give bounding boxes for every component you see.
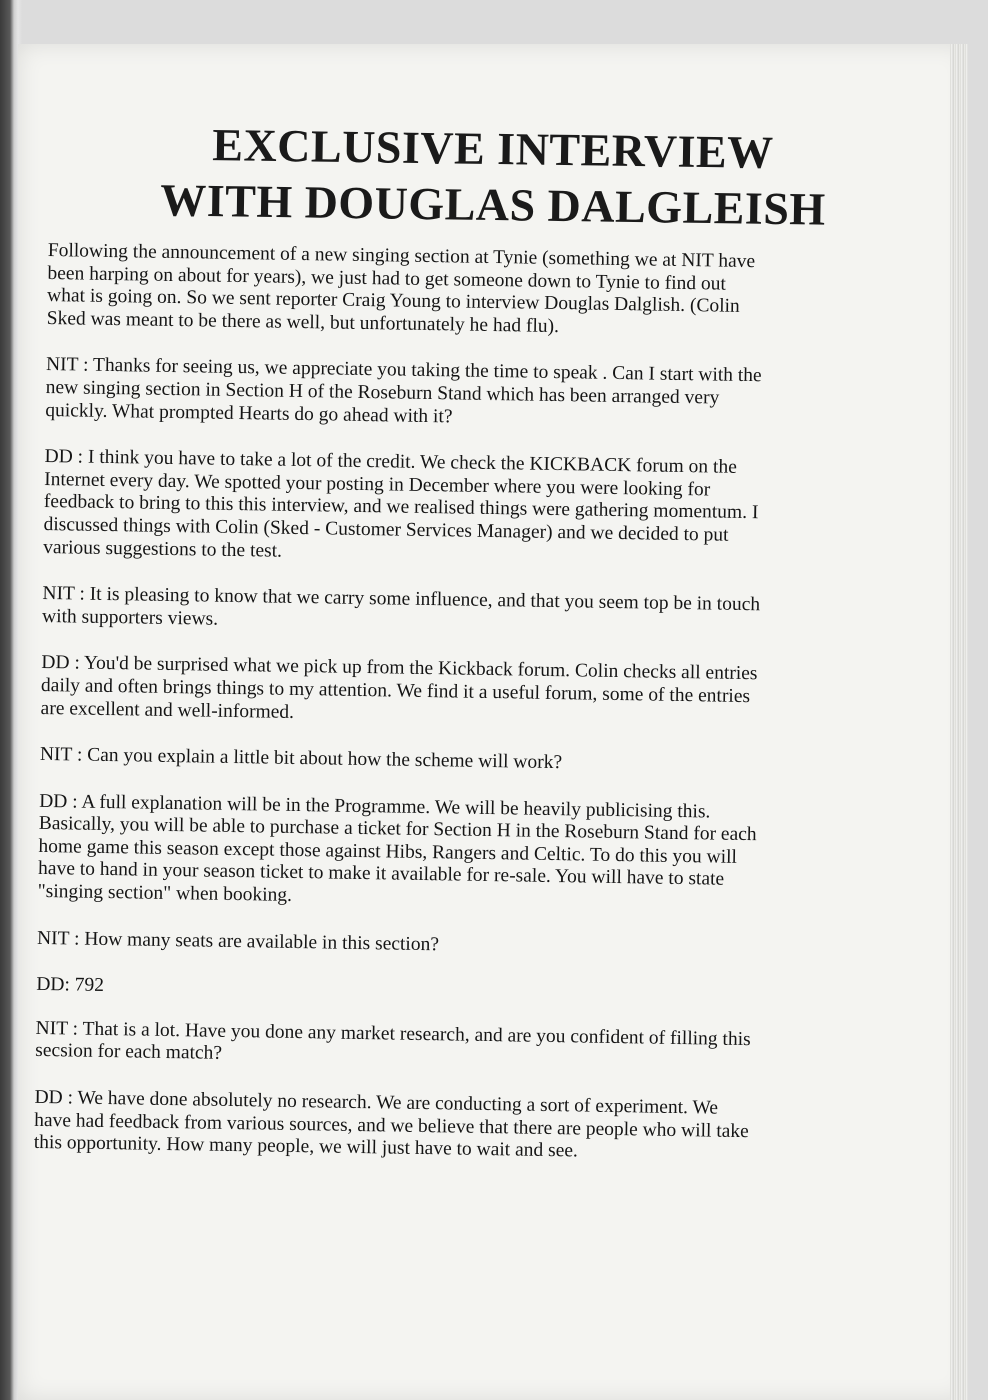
question-paragraph: NIT : How many seats are available in this section? — [36, 927, 440, 955]
question-paragraph: NIT : Can you explain a little bit about how the scheme will work? — [39, 744, 563, 774]
article-title-line-1: EXCLUSIVE INTERVIEW — [212, 119, 774, 178]
article-title-line-2: WITH DOUGLAS DALGLEISH — [159, 174, 827, 235]
question-paragraph: NIT : Thanks for seeing us, we appreciate you taking the time to speak . Can I start with the new singing section in Section H of the Roseburn Stand which has been arranged very quickly. What prompted Hearts do go ahead with it? — [45, 354, 762, 427]
question-paragraph: NIT : That is a lot. Have you done any market research, and are you confident of filling this secsion for each match? — [35, 1017, 751, 1065]
answer-paragraph: DD : We have done absolutely no research. We are conducting a sort of experiment. We have had feedback from various sources, and we believe that there are people who will take this opportunity. How many people, we will just have to wait and see. — [33, 1086, 749, 1162]
intro-paragraph: Following the announcement of a new singing section at Tynie (something we at NIT have been harping on about for years), we just had to get someone down to Tynie to find out what is going on. So we sent reporter Craig Young to interview Douglas Dalglish. (Colin Sked was meant to be there as well, but unfortunately he had flu). — [46, 240, 756, 337]
answer-paragraph: DD: 792 — [36, 974, 105, 997]
article-body — [33, 240, 906, 1192]
magazine-page — [18, 44, 968, 1400]
answer-paragraph: DD : I think you have to take a lot of the credit. We check the KICKBACK forum on the Internet every day. We spotted your posting in December where you were looking for feedback to bring to this this interview, and we realised things were gathering momentum. I discussed things with Colin (Sked - Customer Services Manager) and we decided to put various suggestions to the test. — [43, 446, 759, 562]
page-edge-stack — [950, 44, 968, 1400]
answer-paragraph: DD : A full explanation will be in the Programme. We will be heavily publicising this. Basically, you will be able to purchase a ticket for Section H in the Roseburn Stand for each home game this season except those against Hibs, Rangers and Celtic. To do this you will have to hand in your season ticket to make it available for re-sale. You will have to state "singing section" when booking. — [37, 790, 757, 906]
question-paragraph: NIT : It is pleasing to know that we carry some influence, and that you seem top be in touch with supporters views. — [41, 583, 761, 630]
answer-paragraph: DD : You'd be surprised what we pick up from the Kickback forum. Colin checks all entries daily and often brings things to my attention. We find it a useful forum, some of the entries are excellent and well-informed. — [40, 652, 758, 723]
